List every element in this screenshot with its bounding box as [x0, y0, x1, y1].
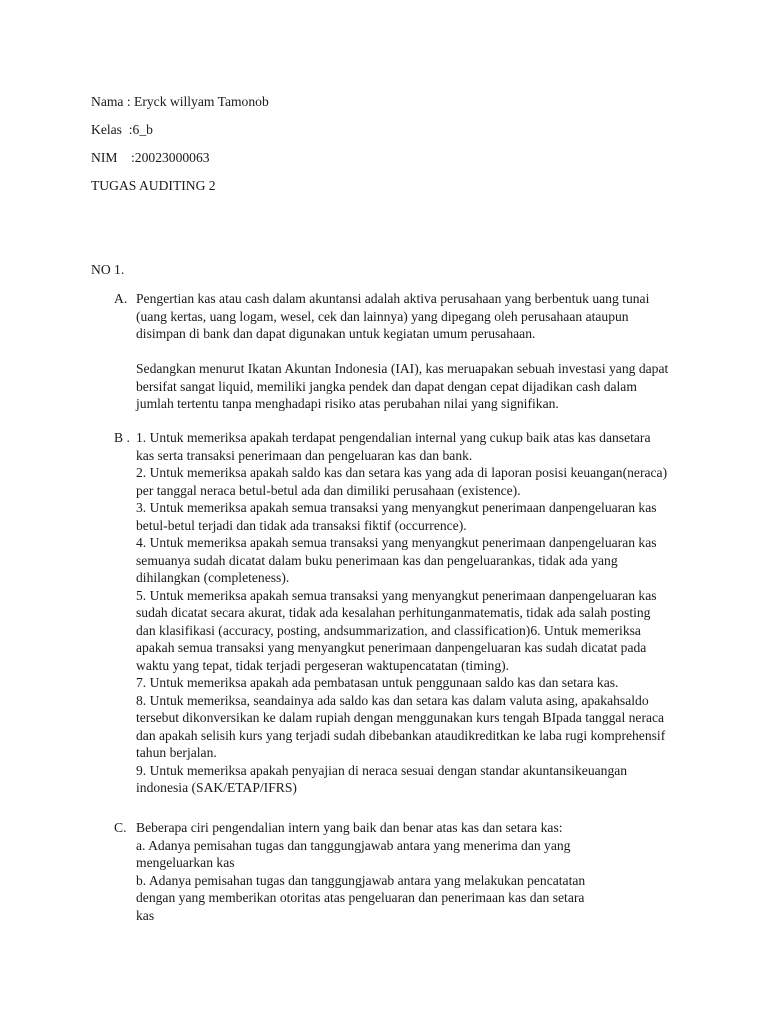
item-a-marker: A. — [114, 291, 128, 306]
paragraph-gap — [136, 343, 681, 361]
text-line: 1. Untuk memeriksa apakah terdapat pengendalian internal yang cukup baik atas kas dansetara — [136, 430, 651, 445]
student-nim: NIM :20023000063 — [91, 150, 210, 165]
text-line: dan klasifikasi (accuracy, posting, andsummarization, and classification)6. Untuk memeriksa — [136, 622, 641, 638]
item-b-body — [136, 429, 681, 797]
text-line: tersebut dikonversikan ke dalam rupiah dengan menggunakan kurs tengah BIpada tanggal neraca — [136, 710, 665, 725]
text-line: disimpan di bank dan dapat digunakan untuk kegiatan umum perusahaan. — [136, 326, 536, 341]
text-line: (uang kertas, uang logam, wesel, cek dan lainnya) yang dipegang oleh perusahaan ataupun — [136, 308, 629, 324]
text-line: 4. Untuk memeriksa apakah semua transaksi yang menyangkut penerimaan danpengeluaran kas — [136, 535, 657, 550]
text-line: dengan yang memberikan otoritas atas pengeluaran dan penerimaan kas dan setara — [136, 890, 585, 905]
text-line: Sedangkan menurut Ikatan Akuntan Indonesia (IAI), kas meruapakan sebuah investasi yang dapat — [136, 361, 669, 376]
text-line: semuanya sudah dicatat dalam buku penerimaan kas dan pengeluarankas, tidak ada yang — [136, 552, 618, 568]
student-class: Kelas :6_b — [91, 122, 153, 137]
student-name: Nama : Eryck willyam Tamonob — [91, 94, 269, 109]
text-line: 2. Untuk memeriksa apakah saldo kas dan setara kas yang ada di laporan posisi keuangan(neraca) — [136, 465, 668, 480]
text-line: apakah semua transaksi yang menyangkut penerimaan danpengeluaran kas sudah dicatat pada — [136, 640, 647, 655]
text-line: dihilangkan (completeness). — [136, 570, 290, 585]
text-line: 3. Untuk memeriksa apakah semua transaksi yang menyangkut penerimaan danpengeluaran kas — [136, 500, 657, 515]
text-line: 9. Untuk memeriksa apakah penyajian di neraca sesuai dengan standar akuntansikeuangan — [136, 762, 628, 778]
assignment-title: TUGAS AUDITING 2 — [91, 178, 216, 193]
text-line: 5. Untuk memeriksa apakah semua transaksi yang menyangkut penerimaan danpengeluaran kas — [136, 587, 657, 603]
text-line: waktu yang tepat, tidak terjadi pergeseran waktupencatatan (timing). — [136, 657, 510, 673]
text-line: betul-betul terjadi dan tidak ada transaksi fiktif (occurrence). — [136, 517, 467, 533]
text-line: jumlah tertentu tanpa menghadapi risiko atas perubahan nilai yang signifikan. — [136, 396, 559, 411]
text-line: indonesia (SAK/ETAP/IFRS) — [136, 780, 297, 795]
text-line: dan apakah selisih kurs yang terjadi sudah dibebankan ataudikreditkan ke laba rugi komprehensif — [136, 727, 666, 743]
item-c-marker: C. — [114, 820, 127, 835]
section-title: NO 1. — [91, 262, 125, 277]
text-line: mengeluarkan kas — [136, 855, 235, 870]
text-line: kas — [136, 907, 155, 923]
item-b-marker: B . — [114, 430, 130, 445]
text-line: Beberapa ciri pengendalian intern yang baik dan benar atas kas dan setara kas: — [136, 820, 563, 835]
text-line: sudah dicatat secara akurat, tidak ada kesalahan perhitunganmatematis, tidak ada salah posting — [136, 605, 651, 620]
text-line: Pengertian kas atau cash dalam akuntansi adalah aktiva perusahaan yang berbentuk uang tunai — [136, 291, 650, 306]
text-line: tahun berjalan. — [136, 745, 217, 760]
item-c-body — [136, 819, 681, 924]
text-line: kas serta transaksi penerimaan dan pengeluaran kas dan bank. — [136, 447, 473, 463]
item-a-body — [136, 290, 681, 413]
text-line: per tanggal neraca betul-betul ada dan dimiliki perusahaan (existence). — [136, 482, 521, 498]
text-line: bersifat sangat liquid, memiliki jangka pendek dan dapat dengan cepat dijadikan cash dalam — [136, 378, 637, 394]
text-line: 7. Untuk memeriksa apakah ada pembatasan untuk penggunaan saldo kas dan setara kas. — [136, 675, 619, 690]
text-line: a. Adanya pemisahan tugas dan tanggungjawab antara yang menerima dan yang — [136, 837, 571, 853]
text-line: 8. Untuk memeriksa, seandainya ada saldo kas dan setara kas dalam valuta asing, apakahsaldo — [136, 692, 649, 708]
text-line: b. Adanya pemisahan tugas dan tanggungjawab antara yang melakukan pencatatan — [136, 872, 586, 888]
